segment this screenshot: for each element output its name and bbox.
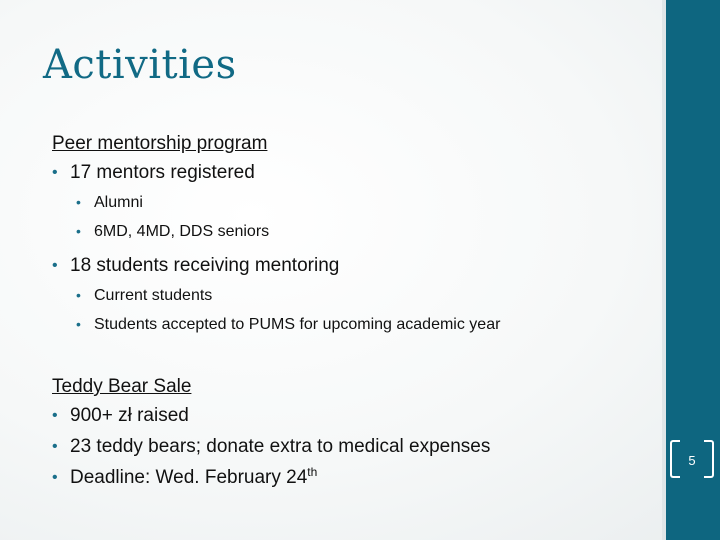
bullet-list (52, 250, 652, 281)
right-bracket-icon (704, 440, 714, 478)
page-number-label: 5 (688, 452, 696, 468)
page-number (668, 440, 716, 476)
left-bracket-icon (670, 440, 680, 478)
bullet-list (52, 400, 652, 493)
list-item: • Alumni (52, 188, 652, 217)
list-item: • 6MD, 4MD, DDS seniors (52, 217, 652, 246)
list-item: • 18 students receiving mentoring (52, 250, 652, 281)
list-item: • Current students (52, 281, 652, 310)
sub-bullet-list (52, 281, 652, 339)
section-heading: Peer mentorship program (52, 133, 268, 154)
section-heading: Teddy Bear Sale (52, 376, 192, 397)
bullet-list (52, 157, 652, 188)
list-item: • Deadline: Wed. February 24th (52, 462, 652, 493)
list-item: • 17 mentors registered (52, 157, 652, 188)
list-item: • 23 teddy bears; donate extra to medical expenses (52, 431, 652, 462)
section-teddy-bear-sale (52, 373, 652, 493)
slide-title: Activities (43, 42, 237, 88)
slide-content (52, 130, 652, 493)
list-item: • 900+ zł raised (52, 400, 652, 431)
ordinal-suffix: th (307, 465, 318, 479)
sub-bullet-list (52, 188, 652, 246)
list-item: • Students accepted to PUMS for upcoming academic year (52, 310, 652, 339)
section-peer-mentorship (52, 130, 652, 339)
